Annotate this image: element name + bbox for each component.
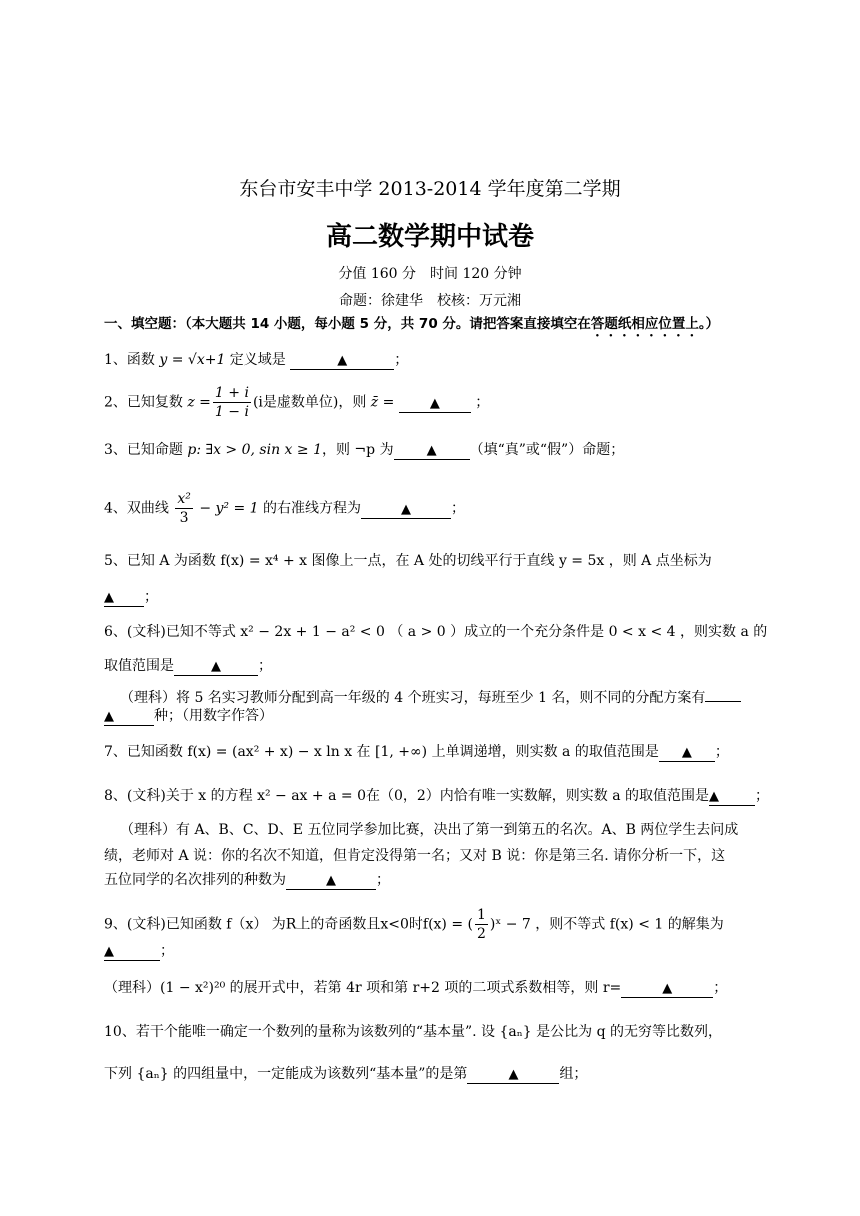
answer-blank[interactable] [621, 980, 713, 998]
question-4: 4、双曲线 $\frac{\text{x²}}{3}$ − y² = 1 的右准线方程为 ▲ ； [104, 491, 466, 526]
answer-blank[interactable] [290, 352, 394, 370]
triangle-marker-icon: ▲ [104, 944, 114, 959]
triangle-marker-icon: ▲ [508, 1067, 519, 1082]
triangle-marker-icon: ▲ [326, 873, 336, 888]
triangle-marker-icon: ▲ [104, 590, 114, 605]
question-9-wenke-answer: ▲ ； [104, 943, 174, 959]
question-5-answer: ▲ ； [104, 589, 158, 605]
question-10: 10、若干个能唯一确定一个数列的量称为该数列的“基本量”. 设 {aₙ} 是公比为 q 的无穷等比数列， [104, 1024, 723, 1040]
answer-blank[interactable] [174, 658, 258, 676]
fraction: $\frac{\text{x²}}{3}$ [177, 491, 191, 526]
question-6-like: （理科）将 5 名实习教师分配到高一年级的 4 个班实习，每班至少 1 名，则不同的分配方案有 [120, 688, 741, 708]
answer-blank[interactable] [361, 501, 451, 519]
authors-info: 命题：徐建华 校核：万元湘 [339, 293, 521, 309]
triangle-marker-icon: ▲ [429, 395, 440, 411]
triangle-marker-icon: ▲ [681, 745, 692, 760]
fraction: $\frac{1}{2}$ [476, 907, 486, 942]
answer-blank[interactable] [394, 442, 470, 460]
question-7: 7、已知函数 f(x) = (ax² + x) − x ln x 在 [1, +∞) 上单调递增，则实数 a 的取值范围是 ▲ ； [104, 744, 729, 760]
question-9-wenke: 9、(文科)已知函数 f（x） 为R上的奇函数且x<0时f(x) = ( $\frac{1}{2}$ )ˣ − 7 ，则不等式 f(x) < 1 的解集为 [104, 907, 724, 942]
question-6-wenke: 6、(文科)已知不等式 x² − 2x + 1 − a² < 0 （ a > 0 ）成立的一个充分条件是 0 < x < 4 ，则实数 a 的 [104, 624, 768, 640]
answer-blank[interactable] [659, 744, 715, 762]
triangle-marker-icon: ▲ [337, 353, 348, 368]
question-9-like: （理科）(1 − x²)²⁰ 的展开式中，若第 4r 项和第 r+2 项的二项式系数相等，则 r= ▲ ； [104, 980, 728, 996]
score-time-info: 分值 160 分 时间 120 分钟 [338, 266, 522, 282]
question-8-like-line1: （理科）有 A、B、C、D、E 五位同学参加比赛，决出了第一到第五的名次。A、B 两位学生去问成 [120, 822, 739, 838]
exam-title: 高二数学期中试卷 [325, 222, 534, 252]
question-6-wenke-answer: 取值范围是 ▲ ； [104, 658, 272, 674]
answer-blank[interactable] [286, 872, 376, 890]
triangle-marker-icon: ▲ [709, 789, 720, 804]
q1-math: y = √x+1 [159, 352, 226, 368]
answer-blank[interactable] [709, 788, 755, 806]
answer-blank[interactable] [104, 589, 144, 607]
answer-blank[interactable] [104, 708, 154, 726]
question-5: 5、已知 A 为函数 f(x) = x⁴ + x 图像上一点，在 A 处的切线平行于直线 y = 5x ，则 A 点坐标为 [104, 553, 712, 569]
section-heading-emphasis: 答题纸相应位置上 [590, 316, 699, 332]
triangle-marker-icon: ▲ [211, 659, 221, 674]
triangle-marker-icon: ▲ [104, 709, 114, 724]
school-term-title: 东台市安丰中学 2013-2014 学年度第二学期 [239, 178, 621, 200]
question-6-like-answer: ▲ 种；（用数字作答） [104, 708, 273, 724]
question-2: 2、已知复数 z = $\frac{1 + i}{1 - i}$ (i是虚数单位)，则 z̄ = ▲ ； [104, 385, 490, 420]
question-8-wenke: 8、(文科)关于 x 的方程 x² − ax + a = 0在（0，2）内恰有唯一实数解，则实数 a 的取值范围是▲ ； [104, 788, 770, 804]
triangle-marker-icon: ▲ [426, 443, 437, 458]
answer-blank[interactable] [399, 395, 471, 413]
question-1: 1、函数 y = √x+1 定义域是 ▲ ； [104, 352, 409, 368]
question-10-answer: 下列 {aₙ} 的四组量中，一定能成为该数列“基本量”的是第 ▲ 组； [104, 1066, 588, 1082]
section-heading: 一、填空题：（本大题共 14 小题，每小题 5 分，共 70 分。请把答案直接填空在答题纸相应位置上。） [104, 316, 720, 332]
fraction: $\frac{1 + i}{1 - i}$ [214, 385, 249, 420]
answer-blank[interactable] [467, 1066, 559, 1084]
triangle-marker-icon: ▲ [662, 981, 673, 996]
triangle-marker-icon: ▲ [401, 501, 412, 517]
question-8-like-line3: 五位同学的名次排列的种数为 ▲ ； [104, 872, 390, 888]
question-3: 3、已知命题 p: ∃x > 0, sin x ≥ 1，则 ¬p 为 ▲ （填“真”或“假”）命题； [104, 442, 625, 458]
question-8-like-line2: 绩，老师对 A 说：你的名次不知道，但肯定没得第一名；又对 B 说：你是第三名. 请你分析一下，这 [104, 848, 726, 864]
answer-blank[interactable] [705, 701, 741, 702]
answer-blank[interactable] [104, 943, 160, 961]
